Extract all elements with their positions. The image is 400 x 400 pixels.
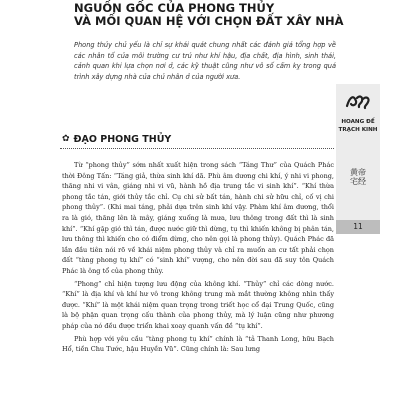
- page-title: [74, 2, 344, 28]
- title-line-2: VÀ MỐI QUAN HỆ VỚI CHỌN ĐẤT XÂY NHÀ: [74, 14, 344, 28]
- sidebar-cjk-title: 黄帝宅经: [350, 168, 366, 186]
- body-paragraph: Từ “phong thủy” sớm nhất xuất hiện trong sách “Táng Thư” của Quách Phác thời Đông Tấn: “Táng giả, thừa sinh khí dã. Phù âm dương chi khí, ý nhi vi phong, thăng nhi vi vân, giáng nhi vi vũ, hành hồ địa trung tắc vi sinh khí”. “Khí thừa phong tắc tán, giới thủy tắc chỉ. Cụ chi sử bất tán, hành chi sử hữu chỉ, cố vị chi phong thủy”. (Khi mai táng, phải dựa trên sinh khí vậy. Phàm khí âm dương, thổi ra là gió, thăng lên là mây, giáng xuống là mưa, lưu thông trong đất thì là sinh khí”. “Khí gặp gió thì tán, được nước giữ thì dừng, tụ thì khiến không bị phân tán, lưu thông thì khiến cho có điểm dừng, cho nên gọi là phong thủy). Quách Phác đã lần đầu tiên nói rõ về khái niệm phong thủy và chỉ ra muốn an cư tất phải chọn đất “tàng phong tụ khí” có “sinh khí” vượng, cho nên đời sau đã suy tôn Quách Phác là ông tổ của phong thủy.: [62, 161, 334, 275]
- calligraphy-logo-icon: [344, 92, 372, 110]
- title-line-1: NGUỒN GỐC CỦA PHONG THỦY: [74, 1, 275, 15]
- body-paragraph: Phù hợp với yêu cầu “tàng phong tụ khí” chính là “tả Thanh Long, hữu Bạch Hổ, tiền Chu Tước, hậu Huyền Vũ”. Cũng chính là: Sau lưng: [62, 334, 334, 354]
- chapter-sidebar: [336, 84, 380, 234]
- section-heading: [62, 134, 222, 145]
- body-paragraph: “Phong” chỉ hiện tượng lưu động của không khí. “Thủy” chỉ các dòng nước. “Khí” là địa khí và khí hư vô trong không trung mà mắt thường không nhìn thấy được. “Khí” là một khái niệm quan trọng trong triết học cổ đại Trung Quốc, cũng là bộ phận quan trọng cấu thành của phong thủy, mà lý luận cũng như phương pháp của nó đều được triển khai xoay quanh vấn đề “tụ khí”.: [62, 279, 334, 330]
- page-number: 11: [336, 220, 380, 234]
- intro-paragraph: Phong thủy chủ yếu là chỉ sự khái quát chung nhất các đánh giá tổng hợp về các nhân tố của môi trường cư trú như khí hậu, địa chất, địa hình, sinh thái, cảnh quan khi lựa chọn nơi ở, các kỹ thuật cũng như vô số cấm kỵ trong quá trình xây dựng nhà của chủ nhân ở của người xưa.: [74, 41, 336, 81]
- body-text: [62, 160, 334, 357]
- flower-icon: ✿: [62, 134, 70, 144]
- section-heading-text: ĐẠO PHONG THỦY: [73, 134, 172, 145]
- sidebar-book-title: HOANG ĐẾ TRẠCH KINH: [338, 119, 378, 133]
- section-divider: [60, 148, 334, 149]
